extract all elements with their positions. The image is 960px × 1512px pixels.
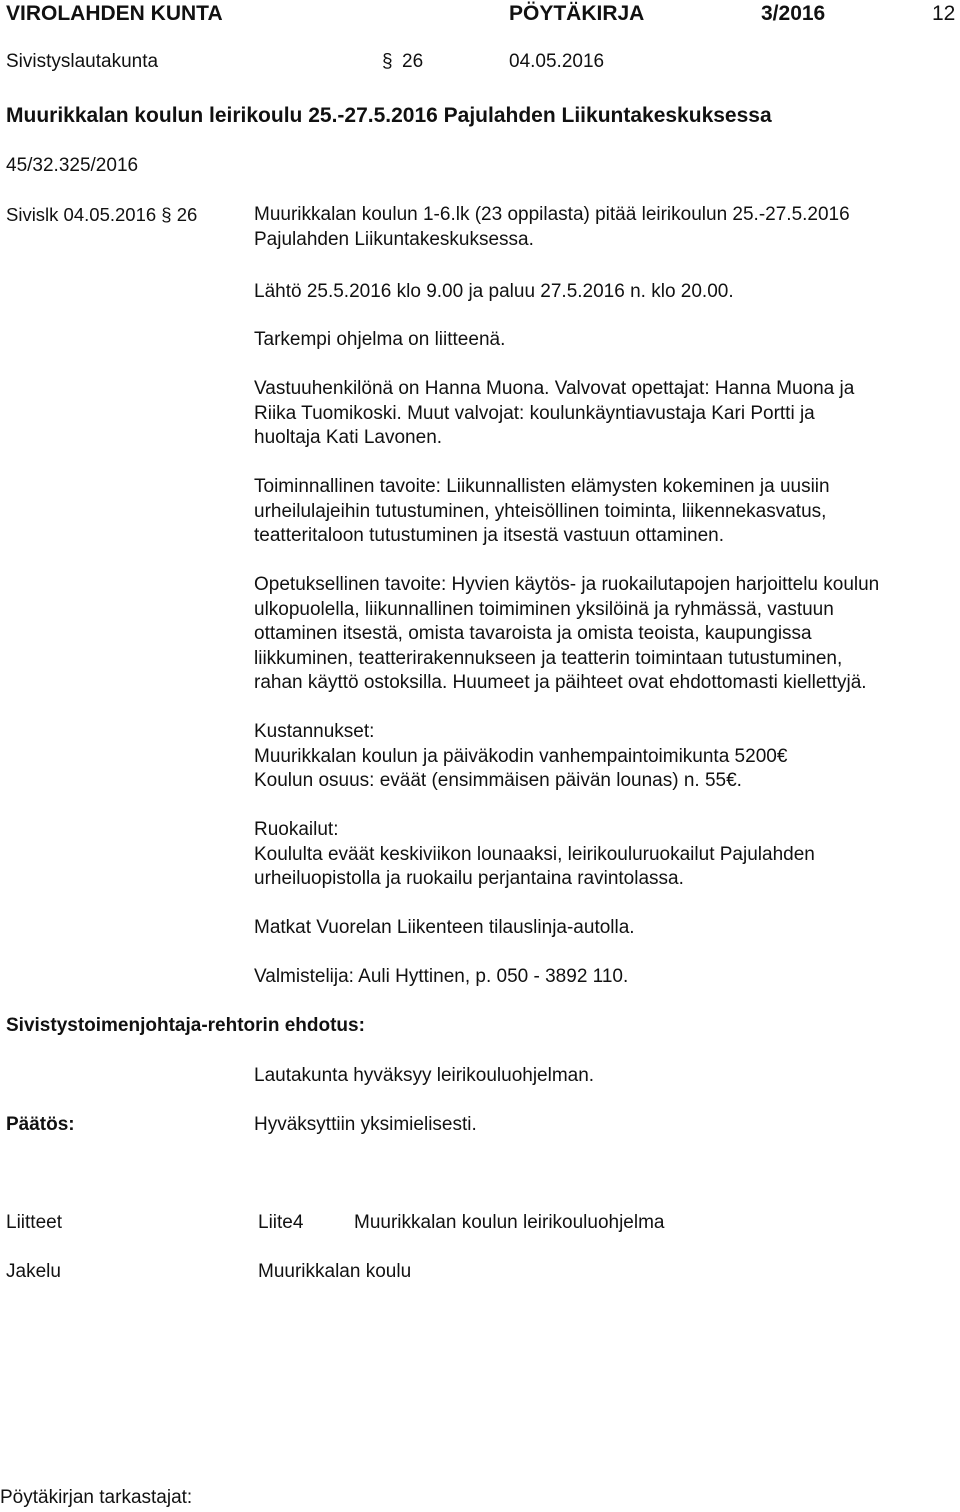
distribution-recipient: Muurikkalan koulu: [258, 1261, 412, 1282]
ref-section-number: 26: [176, 204, 198, 225]
text-line: urheiluopistolla ja ruokailu perjantaina ravintolassa.: [254, 868, 684, 889]
text-line: Vastuuhenkilönä on Hanna Muona. Valvovat opettajat: Hanna Muona ja: [254, 378, 855, 399]
text-line: ulkopuolella, liikunnallinen toimiminen yksilöinä ja ryhmässä, vastuun: [254, 598, 834, 620]
preparation-ref: [6, 203, 197, 228]
preparer-line: [254, 965, 944, 990]
text-line: Lähtö 25.5.2016 klo 9.00 ja paluu 27.5.2016 n. klo 20.00.: [254, 281, 734, 302]
text-line: urheilulajeihin tutustuminen, yhteisöllinen toiminta, liikennekasvatus,: [254, 500, 827, 522]
org-name: VIROLAHDEN KUNTA: [6, 2, 223, 25]
reviewers-label: Pöytäkirjan tarkastajat:: [0, 1487, 193, 1508]
ref-section-sign: §: [161, 204, 172, 225]
text-line: Ruokailut:: [254, 819, 339, 840]
costs-paragraph: [254, 720, 944, 794]
decision-text: Hyväksyttiin yksimielisesti.: [254, 1114, 477, 1135]
text-line: Riika Tuomikoski. Muut valvojat: koulunkäyntiavustaja Kari Portti ja: [254, 402, 815, 424]
text-line: rahan käyttö ostoksilla. Huumeet ja päihteet ovat ehdottomasti kiellettyjä.: [254, 672, 867, 693]
ref-prefix: Sivislk 04.05.2016: [6, 204, 157, 225]
page-title: Muurikkalan koulun leirikoulu 25.-27.5.2016 Pajulahden Liikuntakeskuksessa: [6, 104, 772, 127]
attachment-id: Liite4: [258, 1212, 304, 1233]
educational-goal-paragraph: [254, 573, 944, 696]
decision-label: Päätös:: [6, 1114, 75, 1135]
text-line: ottaminen itsestä, omista tavaroista ja omista teoista, kaupungissa: [254, 623, 812, 644]
text-line: liikkuminen, teatterirakennukseen ja teatterin toimintaan tutustuminen,: [254, 647, 843, 669]
case-id: 45/32.325/2016: [6, 155, 139, 176]
section-number: 26: [402, 51, 424, 72]
text-line: Valmistelija: Auli Hyttinen, p. 050 - 3892 110.: [254, 966, 629, 987]
text-line: Toiminnallinen tavoite: Liikunnallisten elämysten kokeminen ja uusiin: [254, 476, 830, 497]
board-name: Sivistyslautakunta: [6, 51, 159, 72]
proposal-text: Lautakunta hyväksyy leirikouluohjelman.: [254, 1065, 595, 1086]
intro-paragraph: [254, 203, 944, 252]
text-line: Pajulahden Liikuntakeskuksessa.: [254, 228, 534, 250]
text-line: Kustannukset:: [254, 721, 375, 742]
meals-paragraph: [254, 818, 944, 892]
meeting-date: 04.05.2016: [509, 51, 605, 72]
proposal-label: Sivistystoimenjohtaja-rehtorin ehdotus:: [6, 1015, 365, 1036]
program-line: [254, 328, 944, 353]
text-line: Koululta eväät keskiviikon lounaaksi, leirikouluruokailut Pajulahden: [254, 843, 815, 865]
text-line: Matkat Vuorelan Liikenteen tilauslinja-autolla.: [254, 917, 635, 938]
text-line: Koulun osuus: eväät (ensimmäisen päivän lounas) n. 55€.: [254, 770, 742, 791]
doc-number: 3/2016: [761, 2, 826, 25]
attachment-name: Muurikkalan koulun leirikouluohjelma: [354, 1212, 665, 1233]
responsible-paragraph: [254, 377, 944, 451]
text-line: Tarkempi ohjelma on liitteenä.: [254, 329, 506, 350]
section-sign: §: [382, 51, 393, 72]
text-line: Muurikkalan koulun 1-6.lk (23 oppilasta) pitää leirikoulun 25.-27.5.2016: [254, 204, 850, 225]
text-line: teatteritaloon tutustuminen ja itsestä vastuun ottaminen.: [254, 525, 724, 546]
departure-line: [254, 280, 944, 305]
text-line: huoltaja Kati Lavonen.: [254, 427, 443, 448]
functional-goal-paragraph: [254, 475, 944, 549]
page-number: 12: [932, 2, 956, 25]
text-line: Muurikkalan koulun ja päiväkodin vanhempaintoimikunta 5200€: [254, 745, 788, 767]
distribution-label: Jakelu: [6, 1261, 61, 1282]
attachments-label: Liitteet: [6, 1212, 62, 1233]
text-line: Opetuksellinen tavoite: Hyvien käytös- ja ruokailutapojen harjoittelu koulun: [254, 574, 880, 595]
doc-type: PÖYTÄKIRJA: [509, 2, 645, 25]
transport-line: [254, 916, 944, 941]
